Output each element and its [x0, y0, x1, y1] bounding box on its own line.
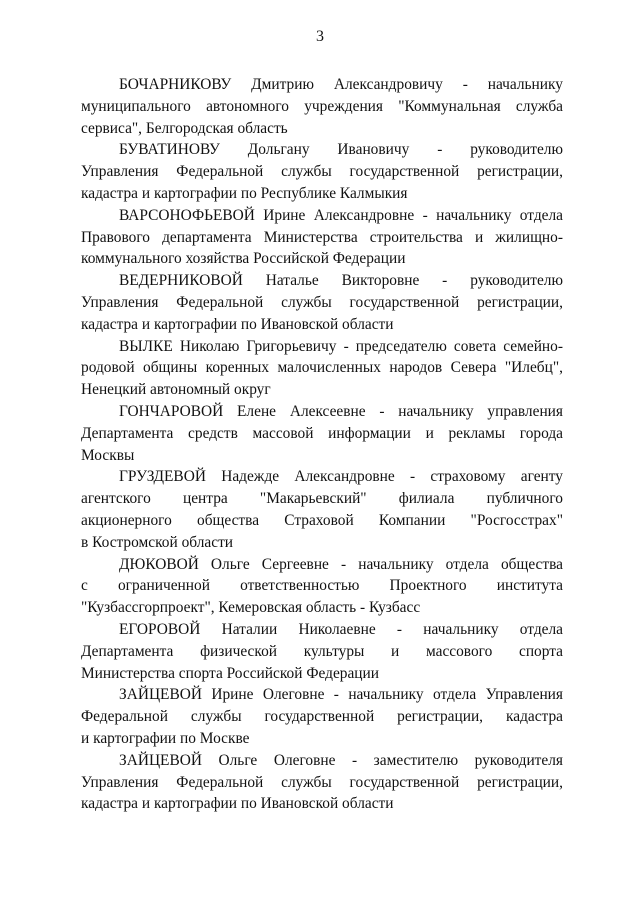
entry-line: ДЮКОВОЙ Ольге Сергеевне - начальнику отдела общества [119, 555, 563, 573]
entry-line: БОЧАРНИКОВУ Дмитрию Александровичу - начальнику [119, 76, 563, 93]
award-list [81, 74, 563, 815]
entry-line: Департамента физической культуры и массового спорта [81, 642, 563, 660]
award-entry [81, 554, 563, 619]
award-entry [81, 139, 563, 204]
entry-line: Управления Федеральной службы государственной регистрации, [81, 163, 563, 181]
award-entry [81, 270, 563, 335]
entry-line: кадастра и картографии по Республике Калмыкия [81, 184, 408, 202]
entry-line: Департамента средств массовой информации и рекламы города [81, 424, 563, 442]
entry-line: ГРУЗДЕВОЙ Надежде Александровне - страховому агенту [119, 468, 563, 486]
award-entry [81, 619, 563, 684]
entry-line: родовой общины коренных малочисленных народов Севера "Илебц", [81, 359, 563, 377]
entry-line: ВЫЛКЕ Николаю Григорьевичу - председателю совета семейно- [119, 337, 563, 355]
award-entry [81, 336, 563, 401]
entry-line: кадастра и картографии по Ивановской области [81, 315, 394, 333]
entry-line: ВЕДЕРНИКОВОЙ Наталье Викторовне - руководителю [119, 272, 563, 290]
entry-line: ЗАЙЦЕВОЙ Ольге Олеговне - заместителю руководителя [119, 751, 563, 769]
entry-line: ЗАЙЦЕВОЙ Ирине Олеговне - начальнику отдела Управления [119, 686, 563, 704]
award-entry [81, 401, 563, 466]
entry-line: в Костромской области [81, 533, 234, 551]
entry-line: Министерства спорта Российской Федерации [81, 664, 380, 682]
entry-line: БУВАТИНОВУ Дольгану Ивановичу - руководителю [119, 141, 563, 159]
entry-line: Правового департамента Министерства строительства и жилищно- [81, 228, 563, 246]
page-number: 3 [316, 28, 324, 45]
entry-line: ЕГОРОВОЙ Наталии Николаевне - начальнику отдела [119, 620, 563, 638]
entry-line: ВАРСОНОФЬЕВОЙ Ирине Александровне - начальнику отдела [119, 206, 563, 224]
entry-line: Управления Федеральной службы государственной регистрации, [81, 293, 563, 311]
entry-line: Управления Федеральной службы государственной регистрации, [81, 773, 563, 791]
entry-line: Федеральной службы государственной регистрации, кадастра [81, 708, 563, 726]
entry-line: кадастра и картографии по Ивановской области [81, 795, 394, 813]
entry-line: коммунального хозяйства Российской Федерации [81, 250, 406, 268]
award-entry [81, 466, 563, 553]
entry-line: сервиса", Белгородская область [81, 119, 288, 137]
entry-line: Москвы [81, 446, 135, 464]
entry-line: муниципального автономного учреждения "Коммунальная служба [81, 97, 563, 115]
entry-line: Ненецкий автономный округ [81, 381, 271, 399]
entry-line: агентского центра "Макарьевский" филиала публичного [81, 490, 563, 508]
entry-line: "Кузбассгорпроект", Кемеровская область - Кузбасс [81, 599, 421, 617]
entry-line: с ограниченной ответственностью Проектного института [81, 577, 563, 595]
award-entry [81, 750, 563, 815]
entry-line: акционерного общества Страховой Компании "Росгосстрах" [81, 511, 563, 529]
award-entry [81, 205, 563, 270]
award-entry [81, 74, 563, 139]
award-entry [81, 684, 563, 749]
entry-line: ГОНЧАРОВОЙ Елене Алексеевне - начальнику управления [119, 402, 563, 420]
entry-line: и картографии по Москве [81, 729, 250, 747]
